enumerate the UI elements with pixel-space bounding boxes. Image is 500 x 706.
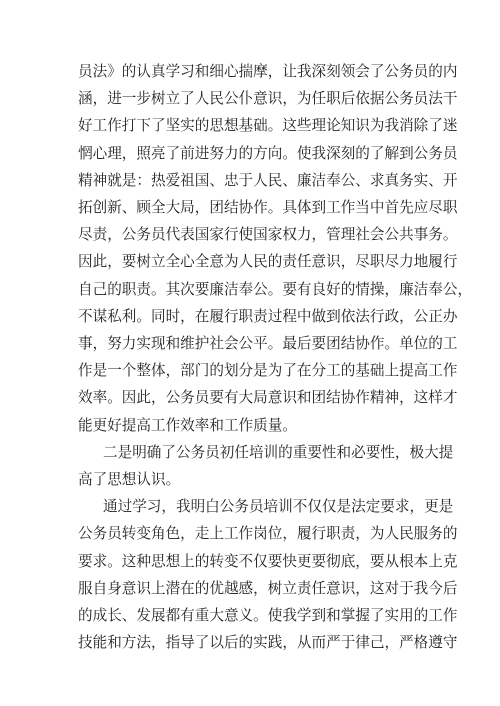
text-line: 尽责，公务员代表国家行使国家权力，管理社会公共事务。 <box>78 226 458 244</box>
text-line: 惘心理，照亮了前进努力的方向。使我深刻的了解到公务员 <box>78 144 458 162</box>
text-line: 二是明确了公务员初任培训的重要性和必要性，极大提 <box>103 443 454 461</box>
text-line: 效率。因此，公务员要有大局意识和团结协作精神，这样才 <box>78 389 458 407</box>
text-line: 自己的职责。其次要廉洁奉公。要有良好的情操，廉洁奉公， <box>78 280 473 298</box>
text-line: 公务员转变角色，走上工作岗位，履行职责，为人民服务的 <box>78 525 458 543</box>
text-line: 因此，要树立全心全意为人民的责任意识，尽职尽力地履行 <box>78 253 458 271</box>
text-line: 涵，进一步树立了人民公仆意识，为任职后依据公务员法干 <box>78 90 458 108</box>
text-line: 能更好提高工作效率和工作质量。 <box>78 416 297 434</box>
text-line: 服自身意识上潜在的优越感，树立责任意识，这对于我今后 <box>78 579 458 597</box>
text-line: 不谋私利。同时，在履行职责过程中做到依法行政，公正办 <box>78 307 458 325</box>
text-line: 好工作打下了坚实的思想基础。这些理论知识为我消除了迷 <box>78 117 458 135</box>
text-line: 事，努力实现和维护社会公平。最后要团结协作。单位的工 <box>78 335 458 352</box>
text-line: 通过学习，我明白公务员培训不仅仅是法定要求，更是 <box>103 498 454 516</box>
text-line: 员法》的认真学习和细心揣摩，让我深刻领会了公务员的内 <box>78 63 458 80</box>
text-line: 的成长、发展都有重大意义。使我学到和掌握了实用的工作 <box>78 607 458 624</box>
text-line: 要求。这种思想上的转变不仅要快更要彻底，要从根本上克 <box>78 552 458 570</box>
text-line: 作是一个整体，部门的划分是为了在分工的基础上提高工作 <box>78 362 458 380</box>
text-line: 拓创新、顾全大局，团结协作。具体到工作当中首先应尽职 <box>78 199 458 216</box>
text-line: 精神就是：热爱祖国、忠于人民、廉洁奉公、求真务实、开 <box>78 171 458 189</box>
text-line: 高了思想认识。 <box>78 471 181 488</box>
text-line: 技能和方法，指导了以后的实践，从而严于律己，严格遵守 <box>78 634 458 652</box>
